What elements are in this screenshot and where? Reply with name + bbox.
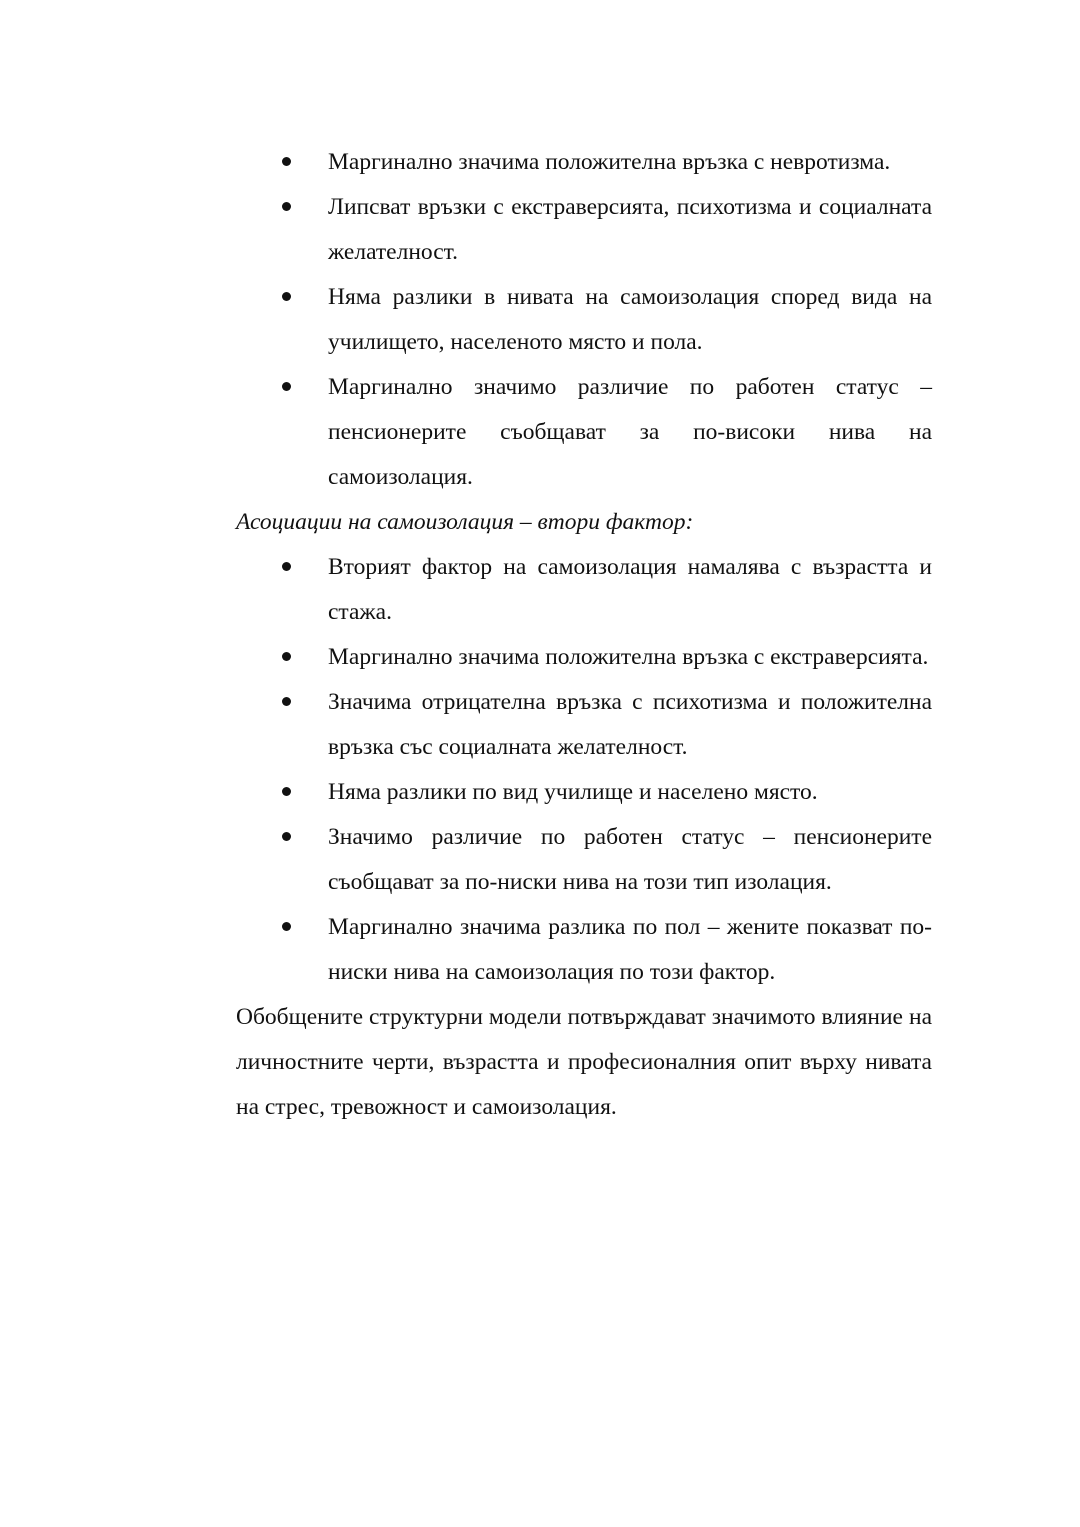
list-item (236, 635, 932, 680)
list-item-text: Маргинално значимо различие по работен статус – пенсионерите съобщават за по-високи нива на самоизолация. (328, 374, 932, 490)
section-heading: Асоциации на самоизолация – втори фактор: (236, 509, 694, 535)
list-item-text: Значимо различие по работен статус – пенсионерите съобщават за по-ниски нива на този тип изолация. (328, 824, 932, 895)
list-item-text: Липсват връзки с екстраверсията, психотизма и социалната желателност. (328, 194, 932, 265)
bullet-icon (282, 382, 291, 391)
bullet-icon (282, 922, 291, 931)
bullet-icon (282, 787, 291, 796)
factor-one-list (236, 140, 932, 500)
factor-two-list (236, 545, 932, 995)
list-item-text: Маргинално значима положителна връзка с екстраверсията. (328, 644, 929, 670)
page-content (236, 140, 932, 1130)
list-item-text: Няма разлики по вид училище и населено място. (328, 779, 818, 805)
list-item-text: Маргинално значима положителна връзка с невротизма. (328, 149, 891, 175)
list-item (236, 680, 932, 770)
list-item (236, 275, 932, 365)
list-item-text: Значима отрицателна връзка с психотизма и положителна връзка със социалната желателност. (328, 689, 932, 760)
bullet-icon (282, 202, 291, 211)
list-item (236, 815, 932, 905)
list-item-text: Вторият фактор на самоизолация намалява с възрастта и стажа. (328, 554, 932, 625)
bullet-icon (282, 562, 291, 571)
bullet-icon (282, 652, 291, 661)
list-item (236, 140, 932, 185)
summary-paragraph: Обобщените структурни модели потвърждават значимото влияние на личностните черти, възрастта и професионалния опит върху нивата на стрес, тревожност и самоизолация. (236, 1004, 932, 1120)
list-item (236, 365, 932, 500)
list-item (236, 185, 932, 275)
bullet-icon (282, 697, 291, 706)
list-item-text: Маргинално значима разлика по пол – жените показват по-ниски нива на самоизолация по този фактор. (328, 914, 932, 985)
bullet-icon (282, 292, 291, 301)
list-item (236, 770, 932, 815)
bullet-icon (282, 832, 291, 841)
list-item (236, 905, 932, 995)
bullet-icon (282, 157, 291, 166)
list-item (236, 545, 932, 635)
list-item-text: Няма разлики в нивата на самоизолация според вида на училището, населеното място и пола. (328, 284, 932, 355)
